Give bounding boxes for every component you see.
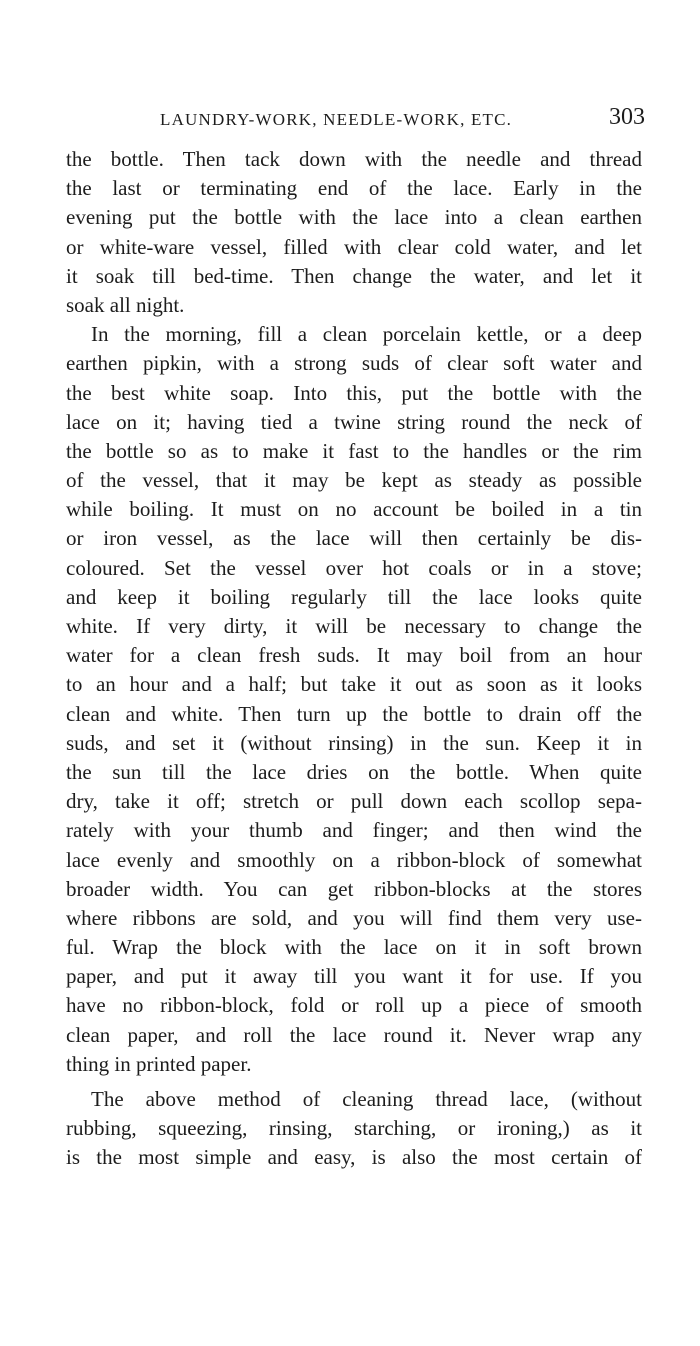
text-line: evening put the bottle with the lace into a clean earthen bbox=[66, 205, 642, 230]
text-line: of the vessel, that it may be kept as steady as possible bbox=[66, 468, 642, 493]
text-line: to an hour and a half; but take it out as soon as it looks bbox=[66, 672, 642, 697]
text-line: where ribbons are sold, and you will find them very use- bbox=[66, 905, 642, 930]
text-line: the bottle so as to make it fast to the handles or the rim bbox=[66, 438, 642, 463]
text-line: and keep it boiling regularly till the lace looks quite bbox=[66, 584, 642, 609]
text-line: the last or terminating end of the lace. Early in the bbox=[66, 176, 642, 201]
text-line: it soak till bed-time. Then change the water, and let it bbox=[66, 263, 642, 288]
text-line: the sun till the lace dries on the bottle. When quite bbox=[66, 759, 642, 784]
text-line: rubbing, squeezing, rinsing, starching, or ironing,) as it bbox=[66, 1116, 642, 1141]
text-line: broader width. You can get ribbon-blocks at the stores bbox=[66, 876, 642, 901]
page-number: 303 bbox=[609, 104, 645, 130]
text-line: or iron vessel, as the lace will then certainly be dis- bbox=[66, 526, 642, 551]
text-line: suds, and set it (without rinsing) in the sun. Keep it in bbox=[66, 730, 642, 755]
text-line: rately with your thumb and finger; and then wind the bbox=[66, 818, 642, 843]
text-line: thing in printed paper. bbox=[66, 1051, 252, 1076]
text-line: lace on it; having tied a twine string round the neck of bbox=[66, 409, 642, 434]
text-line: The above method of cleaning thread lace, (without bbox=[91, 1087, 642, 1111]
text-line: lace evenly and smoothly on a ribbon-block of somewhat bbox=[66, 847, 642, 872]
running-head bbox=[160, 104, 645, 140]
body-text bbox=[66, 145, 642, 1173]
text-line: is the most simple and easy, is also the most certain of bbox=[66, 1145, 642, 1170]
text-line: the bottle. Then tack down with the needle and thread bbox=[66, 147, 642, 171]
text-line: while boiling. It must on no account be boiled in a tin bbox=[66, 497, 642, 522]
text-line: soak all night. bbox=[66, 292, 185, 317]
text-line: ful. Wrap the block with the lace on it in soft brown bbox=[66, 935, 642, 960]
text-line: clean paper, and roll the lace round it. Never wrap any bbox=[66, 1022, 642, 1047]
text-line: clean and white. Then turn up the bottle to drain off the bbox=[66, 701, 642, 726]
text-line: have no ribbon-block, fold or roll up a piece of smooth bbox=[66, 993, 642, 1018]
text-line: In the morning, fill a clean porcelain kettle, or a deep bbox=[91, 322, 642, 347]
text-line: water for a clean fresh suds. It may boil from an hour bbox=[66, 643, 642, 668]
running-title: LAUNDRY-WORK, NEEDLE-WORK, ETC. bbox=[160, 110, 513, 129]
text-line: or white-ware vessel, filled with clear cold water, and let bbox=[66, 234, 642, 259]
text-line: the best white soap. Into this, put the bottle with the bbox=[66, 380, 642, 405]
text-line: dry, take it off; stretch or pull down each scollop sepa- bbox=[66, 789, 642, 814]
text-line: earthen pipkin, with a strong suds of clear soft water and bbox=[66, 351, 642, 376]
text-line: paper, and put it away till you want it for use. If you bbox=[66, 964, 642, 989]
text-line: white. If very dirty, it will be necessary to change the bbox=[66, 614, 642, 638]
text-line: coloured. Set the vessel over hot coals or in a stove; bbox=[66, 555, 642, 580]
